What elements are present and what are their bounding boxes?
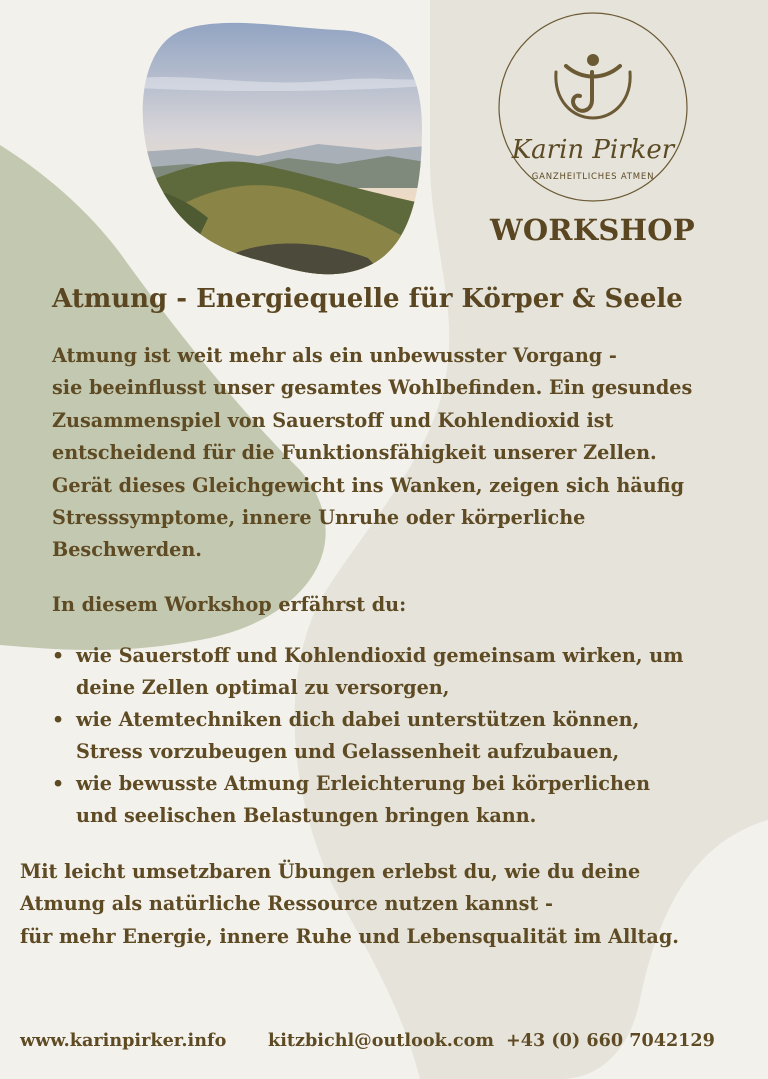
intro-paragraph	[52, 340, 752, 567]
logo-tagline: GANZHEITLICHES ATMEN	[531, 172, 655, 182]
list-item-line: und seelischen Belastungen bringen kann.	[76, 804, 537, 827]
list-item	[52, 704, 752, 768]
logo-name: Karin Pirker	[511, 135, 675, 165]
person-figure-icon	[556, 54, 630, 118]
karin-pirker-logo	[496, 10, 690, 204]
bullet-icon: •	[52, 645, 65, 667]
intro-line: Stresssymptome, innere Unruhe oder körperliche	[52, 506, 586, 530]
workshop-heading: WORKSHOP	[490, 213, 695, 247]
closing-line: Atmung als natürliche Ressource nutzen kannst -	[20, 892, 553, 916]
benefits-list	[52, 640, 752, 832]
intro-line: Atmung ist weit mehr als ein unbewusster Vorgang -	[52, 344, 617, 367]
list-item	[52, 640, 752, 704]
intro-line: Beschwerden.	[52, 538, 202, 562]
list-item	[52, 768, 752, 832]
website-link[interactable]: www.karinpirker.info	[20, 1030, 227, 1051]
closing-line: für mehr Energie, innere Ruhe und Lebensqualität im Alltag.	[20, 924, 679, 948]
list-item-line: wie bewusste Atmung Erleichterung bei körperlichen	[76, 772, 651, 795]
bullet-icon: •	[52, 773, 65, 795]
list-item-line: wie Atemtechniken dich dabei unterstützen können,	[76, 708, 640, 731]
list-item-line: wie Sauerstoff und Kohlendioxid gemeinsam wirken, um	[76, 644, 684, 667]
intro-line: sie beeinflusst unser gesamtes Wohlbefinden. Ein gesundes	[52, 376, 693, 400]
email-link[interactable]: kitzbichl@outlook.com	[268, 1030, 494, 1051]
bullet-icon: •	[52, 709, 65, 731]
closing-line: Mit leicht umsetzbaren Übungen erlebst du, wie du deine	[20, 860, 641, 883]
list-item-line: deine Zellen optimal zu versorgen,	[76, 676, 450, 699]
phone-number[interactable]: +43 (0) 660 7042129	[506, 1030, 715, 1051]
workshop-lead: In diesem Workshop erfährst du:	[52, 593, 407, 616]
intro-line: Gerät dieses Gleichgewicht ins Wanken, zeigen sich häufig	[52, 473, 685, 497]
contact-footer	[20, 1030, 750, 1054]
intro-line: Zusammenspiel von Sauerstoff und Kohlendioxid ist	[52, 408, 614, 432]
intro-line: entscheidend für die Funktionsfähigkeit unserer Zellen.	[52, 441, 657, 465]
list-item-line: Stress vorzubeugen und Gelassenheit aufzubauen,	[76, 740, 620, 763]
closing-paragraph	[20, 856, 750, 953]
page-title: Atmung - Energiequelle für Körper & Seele	[52, 284, 683, 314]
